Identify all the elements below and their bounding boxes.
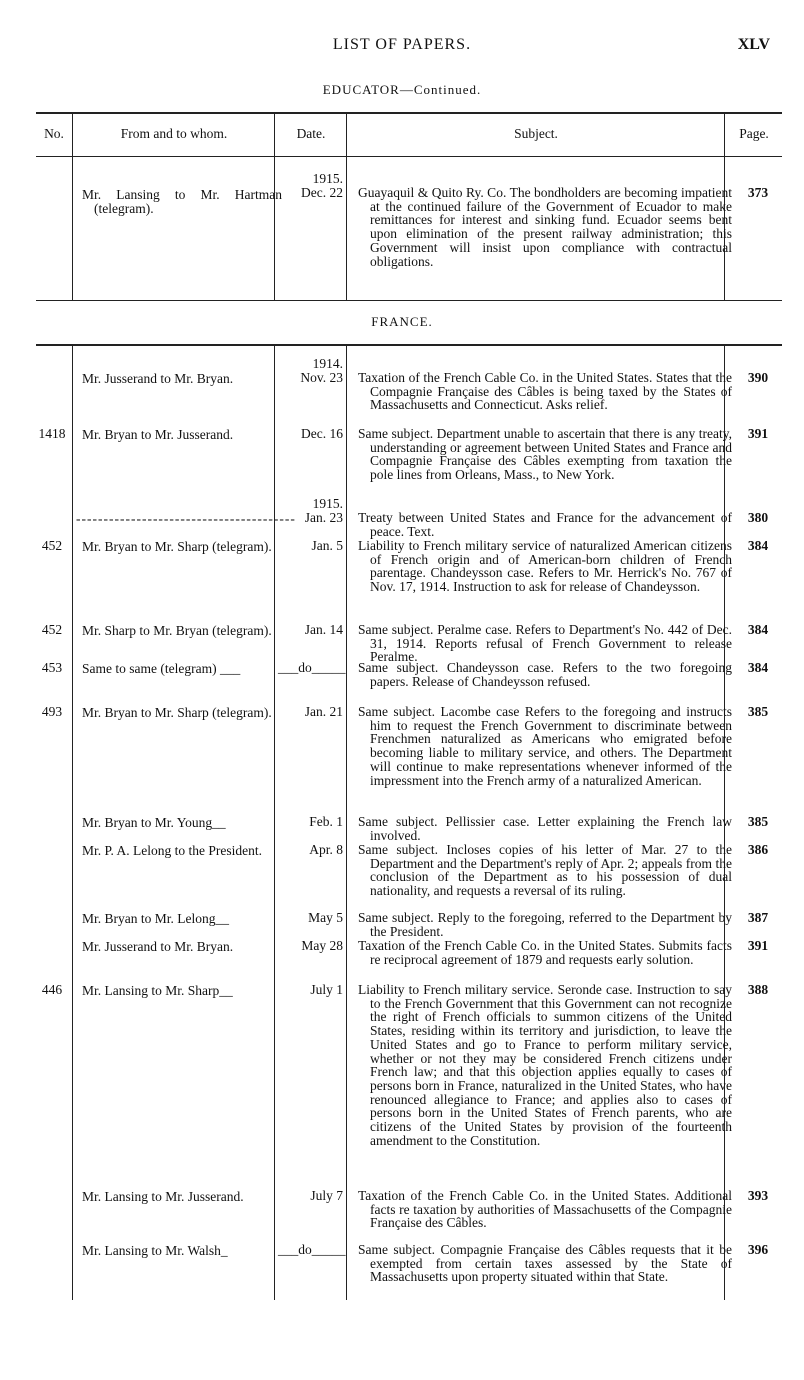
row-date: ___do_____: [278, 1242, 346, 1257]
row-date: Feb. 1: [309, 814, 343, 829]
row-year: 1914.: [312, 356, 343, 371]
row-from: Mr. Sharp to Mr. Bryan (telegram).: [82, 623, 272, 638]
row-subject: Taxation of the French Cable Co. in the United States. States that the Compagnie Française des Câbles is being taxed by the States of Massachusetts and Connecticut. Asks relief.: [358, 370, 732, 413]
row-from: Mr. Lansing to Mr. Jusserand.: [82, 1189, 244, 1204]
row-subject: Same subject. Reply to the foregoing, referred to the Department by the President.: [358, 910, 732, 939]
row-number: 453: [41, 660, 63, 675]
row-subject: Treaty between United States and France for the advancement of peace. Text.: [358, 510, 732, 539]
row-date: July 1: [310, 982, 343, 997]
row-date: Jan. 21: [304, 704, 343, 719]
row-page: 387: [747, 910, 769, 925]
row-number: 446: [41, 982, 63, 997]
row-date: May 5: [308, 910, 343, 925]
row-page: 384: [747, 622, 769, 637]
row-date: ___do_____: [278, 660, 346, 675]
row-subject: Same subject. Pellissier case. Letter explaining the French law involved.: [358, 814, 732, 843]
column-header-no: No.: [44, 126, 64, 141]
row-from: Mr. Bryan to Mr. Sharp (telegram).: [82, 539, 272, 554]
row-subject: Taxation of the French Cable Co. in the United States. Submits facts re reciprocal agreement of 1879 and requests early solution.: [358, 938, 732, 967]
row-from: Mr. Jusserand to Mr. Bryan.: [82, 371, 234, 386]
row-subject: Same subject. Department unable to ascertain that there is any treaty, understanding or agreement between United States and France and Compagnie Française des Câbles exempting from taxation the pole lines from Orleans, Mass., to New York.: [358, 426, 732, 483]
row-subject: Taxation of the French Cable Co. in the United States. Additional facts re taxation by authorities of Massachusetts of the Compagnie Française des Câbles.: [358, 1188, 732, 1231]
row-subject: Liability to French military service of naturalized American citizens of French origin and of American-born children of French parentage. Chandeysson case. Refers to Mr. Herrick's No. 767 of Nov. 17, 1914. Instruction to ask for release of Chandeysson.: [358, 538, 732, 595]
row-date: Jan. 14: [304, 622, 343, 637]
row-subject: Same subject. Lacombe case Refers to the foregoing and instructs him to request the French Government to discriminate between Frenchmen naturalized as Americans who emigrated before becoming liable to military service, and others. The Department will continue to make representations whenever informed of the impressment into the French army of a naturalized American.: [358, 704, 732, 788]
row-from: Mr. Bryan to Mr. Young__: [82, 815, 226, 830]
row-page: 385: [747, 814, 769, 829]
row-page: 393: [747, 1188, 769, 1203]
row-page: 384: [747, 538, 769, 553]
row-date: Apr. 8: [309, 842, 343, 857]
row-number: 493: [41, 704, 63, 719]
section-heading-ecuador: EDUCATOR—Continued.: [322, 82, 482, 97]
row-date: Jan. 23: [304, 510, 343, 525]
row-date: May 28: [301, 938, 343, 953]
row-from: Mr. Bryan to Mr. Jusserand.: [82, 427, 234, 442]
row-from: Mr. Jusserand to Mr. Bryan.: [82, 939, 234, 954]
row-page: 386: [747, 842, 769, 857]
row-date: Dec. 22: [301, 185, 343, 200]
row-subject: Same subject. Incloses copies of his letter of Mar. 27 to the Department and the Department's reply of Apr. 2; appeals from the conclusion of the Department as to his possession of dual nationality, and requests a reversal of its ruling.: [358, 842, 732, 899]
column-rule: [72, 112, 73, 300]
row-from: ----------------------------------------: [76, 511, 296, 526]
row-from: Mr. Lansing to Mr. Walsh_: [82, 1243, 228, 1258]
table-top-rule: [36, 112, 782, 114]
header-bottom-rule: [36, 156, 782, 157]
row-from: Mr. Bryan to Mr. Lelong__: [82, 911, 229, 926]
row-from: Mr. Lansing to Mr. Sharp__: [82, 983, 233, 998]
row-date: Nov. 23: [300, 370, 343, 385]
row-page: 385: [747, 704, 769, 719]
page-number: XLV: [737, 36, 770, 53]
row-page: 391: [747, 938, 769, 953]
row-page: 373: [747, 185, 769, 200]
column-rule: [346, 344, 347, 1300]
row-subject: Same subject. Peralme case. Refers to Department's No. 442 of Dec. 31, 1914. Reports refusal of French Government to release Peralme.: [358, 622, 732, 665]
row-from: Mr. Bryan to Mr. Sharp (telegram).: [82, 705, 272, 720]
column-header-subject: Subject.: [514, 126, 558, 141]
row-number: 452: [41, 622, 63, 637]
row-number: 452: [41, 538, 63, 553]
table-bottom-rule: [36, 300, 782, 301]
row-subject: Same subject. Compagnie Française des Câbles requests that it be exempted from certain taxes assessed by the State of Massachusetts upon property situated within that State.: [358, 1242, 732, 1285]
column-header-date: Date.: [296, 126, 326, 141]
column-rule: [346, 112, 347, 300]
row-year: 1915.: [312, 171, 343, 186]
row-date: July 7: [310, 1188, 343, 1203]
table-top-rule: [36, 344, 782, 346]
column-rule: [72, 344, 73, 1300]
row-subject: Same subject. Chandeysson case. Refers to the two foregoing papers. Release of Chandeysson refused.: [358, 660, 732, 689]
row-date: Dec. 16: [301, 426, 343, 441]
row-from: Mr. P. A. Lelong to the President.: [82, 843, 262, 858]
row-page: 396: [747, 1242, 769, 1257]
column-header-from: From and to whom.: [120, 126, 228, 141]
row-page: 388: [747, 982, 769, 997]
row-year: 1915.: [312, 496, 343, 511]
row-page: 384: [747, 660, 769, 675]
row-date: Jan. 5: [311, 538, 343, 553]
column-header-page: Page.: [739, 126, 769, 141]
row-from: Same to same (telegram) ___: [82, 661, 241, 676]
row-page: 390: [747, 370, 769, 385]
row-page: 391: [747, 426, 769, 441]
row-number: 1418: [38, 426, 66, 441]
page-header-title: LIST OF PAPERS.: [332, 36, 472, 53]
row-subject: Liability to French military service. Seronde case. Instruction to say to the French Government that this Government can not recognize the right of French officials to summon citizens of the United States, residing within its territory and jurisdiction, to leave the United States and go to France to perform military service, whether or not they may be considered French citizens under French law; and that this objection applies equally to cases of persons born in France, naturalized in the United States, who have renounced allegiance to France; and applies also to cases of persons born in the United States of French parents, who are citizens of the United States by provision of the fourteenth amendment to the Constitution.: [358, 982, 732, 1148]
row-from: Mr. Lansing to Mr. Hartman (telegram).: [82, 187, 282, 216]
row-subject: Guayaquil & Quito Ry. Co. The bondholders are becoming impatient at the continued failure of the Government of Ecuador to make remittances for interest and sinking fund. Ecuador seems bent upon elimination of the present railway administration; this Government will insist upon compliance with contractual obligations.: [358, 185, 732, 269]
row-page: 380: [747, 510, 769, 525]
section-heading-france: FRANCE.: [371, 314, 433, 329]
